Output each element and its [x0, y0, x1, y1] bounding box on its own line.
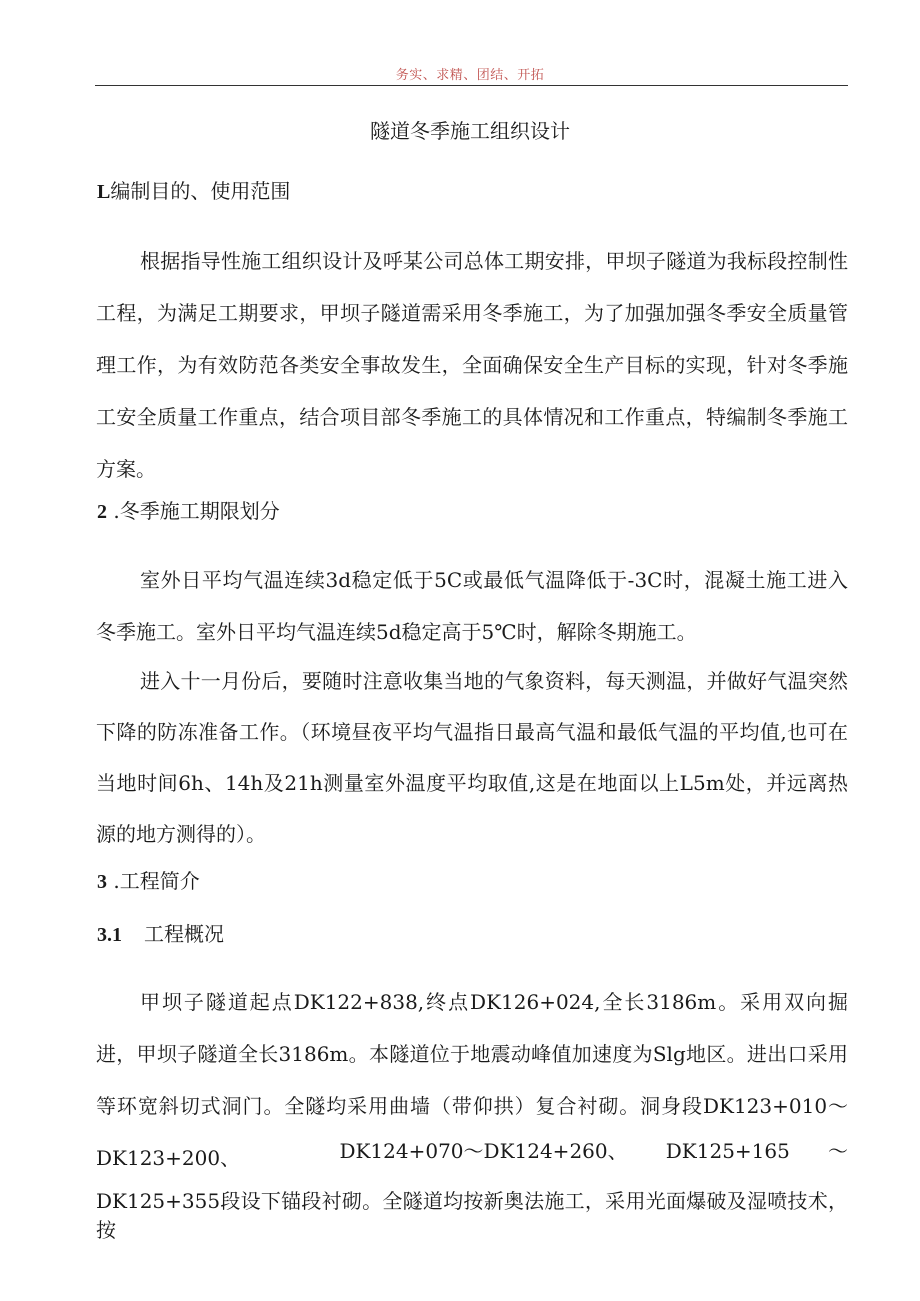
paragraph: 室外日平均气温连续3d稳定低于5C或最低气温降低于-3C时，混凝土施工进入冬季施工。室外日平均气温连续5d稳定高于5℃时，解除冬期施工。: [96, 568, 848, 644]
header-motto: 务实、求精、团结、开拓: [395, 68, 545, 83]
section-number: 3.1: [97, 924, 122, 946]
document-title: 隧道冬季施工组织设计: [370, 119, 570, 143]
paragraph-final-line: DK125+355段设下锚段衬砌。全隧道均按新奥法施工，采用光面爆破及湿喷技术，按: [96, 1189, 848, 1242]
section-number: L: [97, 181, 111, 203]
paragraph-continued-line: DK124+070～DK124+260、 DK125+165 ～: [339, 1139, 848, 1163]
section-heading-3: [97, 865, 200, 894]
paragraph: 甲坝子隧道起点DK122+838,终点DK126+024,全长3186m。采用双向掘进，甲坝子隧道全长3186m。本隧道位于地震动峰值加速度为Slg地区。进出口采用等环宽斜切式洞门。全隧均采用曲墙（带仰拱）复合衬砌。洞身段DK123+010～DK123+200、: [96, 990, 848, 1170]
section-title: 编制目的、使用范围: [110, 179, 291, 203]
section-title: .工程简介: [107, 869, 200, 893]
section-title: 工程概况: [144, 922, 224, 946]
section-heading-3-1: [97, 918, 224, 947]
paragraph: 根据指导性施工组织设计及呼某公司总体工期安排，甲坝子隧道为我标段控制性工程，为满足工期要求，甲坝子隧道需采用冬季施工，为了加强加强冬季安全质量管理工作，为有效防范各类安全事故发生，全面确保安全生产目标的实现，针对冬季施工安全质量工作重点，结合项目部冬季施工的具体情况和工作重点，特编制冬季施工方案。: [96, 249, 848, 481]
paragraph: 进入十一月份后，要随时注意收集当地的气象资料，每天测温，并做好气温突然下降的防冻准备工作。（环境昼夜平均气温指日最高气温和最低气温的平均值,也可在当地时间6h、14h及21h测量室外温度平均取值,这是在地面以上L5m处，并远离热源的地方测得的）。: [96, 669, 848, 846]
section-heading-1: [97, 175, 290, 204]
section-number: 2: [97, 501, 107, 523]
section-title: .冬季施工期限划分: [107, 499, 280, 523]
section-number: 3: [97, 871, 107, 893]
header-divider: [95, 85, 848, 86]
section-heading-2: [97, 495, 280, 524]
